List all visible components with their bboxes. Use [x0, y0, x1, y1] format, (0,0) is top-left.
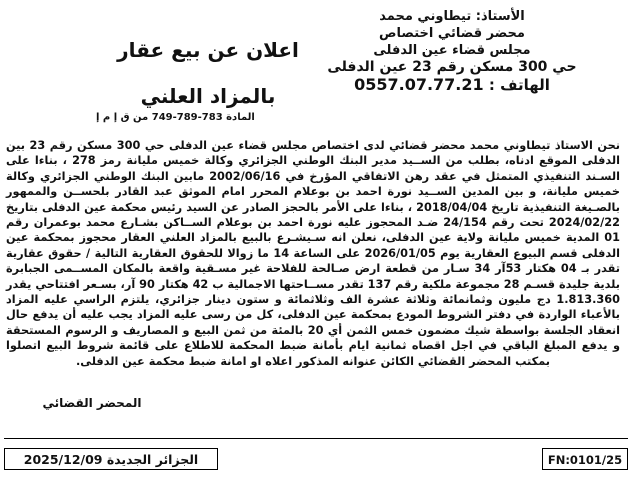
- bailiff-name: الأستاذ: تيطاوني محمد: [379, 9, 525, 24]
- file-number-box: FN:0101/25: [542, 448, 628, 470]
- footer-divider: [4, 438, 628, 439]
- bailiff-role: محضر قضائي اختصاص: [379, 26, 525, 41]
- legal-article-reference: المادة 783-789-749 من ق إ م إ: [96, 112, 255, 123]
- phone-number: 0557.07.77.21: [354, 75, 484, 94]
- bailiff-address: حي 300 مسكن رقم 23 عين الدفلى: [327, 59, 577, 75]
- announcement-title: اعلان عن بيع عقار: [117, 38, 299, 62]
- newspaper-date-box: الجزائر الجديدة 2025/12/09: [4, 448, 218, 470]
- announcement-subtitle: بالمزاد العلني: [140, 84, 276, 108]
- bailiff-phone: [312, 76, 592, 94]
- bailiff-header: [312, 8, 592, 94]
- announcement-body: نحن الاستاذ تيطاوني محمد محضر قضائي لدى اختصاص مجلس قضاء عين الدفلى حي 300 مسكن رقم 23 بين الدفلى الموقع ادناه، بطلب من الســيد مدير البنك الوطني الجزائري وكالة خميس مليانة رمز 278 ، بناءا على السـند التنفيذي المتمثل في عقد رهن الاتفاقي المؤرخ في 2002/06/16 مابين البنك الوطني الجزائري وكالة خميس مليانة، و بين المدين الســيد نورة احمد بن بوعلام المحرر امام الموثق عبد القادر بلحســن والممهور بالصـيغة التنفيذية تاريخ 2018/04/04 ، بناءا على الأمر بالحجز الصادر عن السيد رئيس محكمة عين الدفلى بتاريخ 2024/02/22 تحت رقم 24/154 ضـد المحجوز عليه نورة احمد بن بوعلام الســاكن بشـارع محمد بوعمران رقم 01 المدية خميس مليانة ولاية عين الدفلى، نعلن انه سـيشـرع بالبيع بالمزاد العلني العقار محجوز بمحكمة عين الدفلى قسم البيوع العقارية يوم 2026/01/05 على الساعة 14 ما زوالا للحقوق العقارية التالية / حقوق عقارية تقدر بـ 04 هكتار 53آر 34 سـار من قطعة ارض صـالحة للفلاحة غير مسـقية واقعة بالمكان المســمى الجبابرة بلدية جليدة قسـم 28 مجموعة ملكية رقم 137 تقدر مســاحتها الاجمالية ب 42 هكتار 90 آر، بسـعر افتتاحي يقدر 1.813.360 دج مليون وثمانمائة وثلاثة عشرة الف وثلاثمائة و ستون دينار جزائري، يلتزم الراسي عليه المزاد بالأعباء الواردة في دفتر الشروط المودع بمحكمة عين الدفلى، كل من رسى عليه المزاد يجب عليه أن يدفع حال انعقاد الجلسة بواسطة شيك مضمون خمس الثمن أي 20 بالمئة من ثمن البيع و المصاريف و الرسوم المستحقة و يدفع المبلغ الباقي في اجل اقصاه ثمانية ايام بأمانة ضبط المحكمة للاطلاع على قائمة شروط البيع اتصلوا بمكتب المحضر القضائي الكائن عنوانه المذكور اعلاه او امانة ضبط محكمة عين الدفلى.: [6, 139, 621, 368]
- bailiff-jurisdiction: مجلس قضاء عين الدفلى: [373, 43, 531, 58]
- phone-label: الهاتف :: [488, 76, 550, 94]
- signature-title: المحضر القضائي: [42, 396, 142, 410]
- announcement-title-block: [88, 38, 328, 123]
